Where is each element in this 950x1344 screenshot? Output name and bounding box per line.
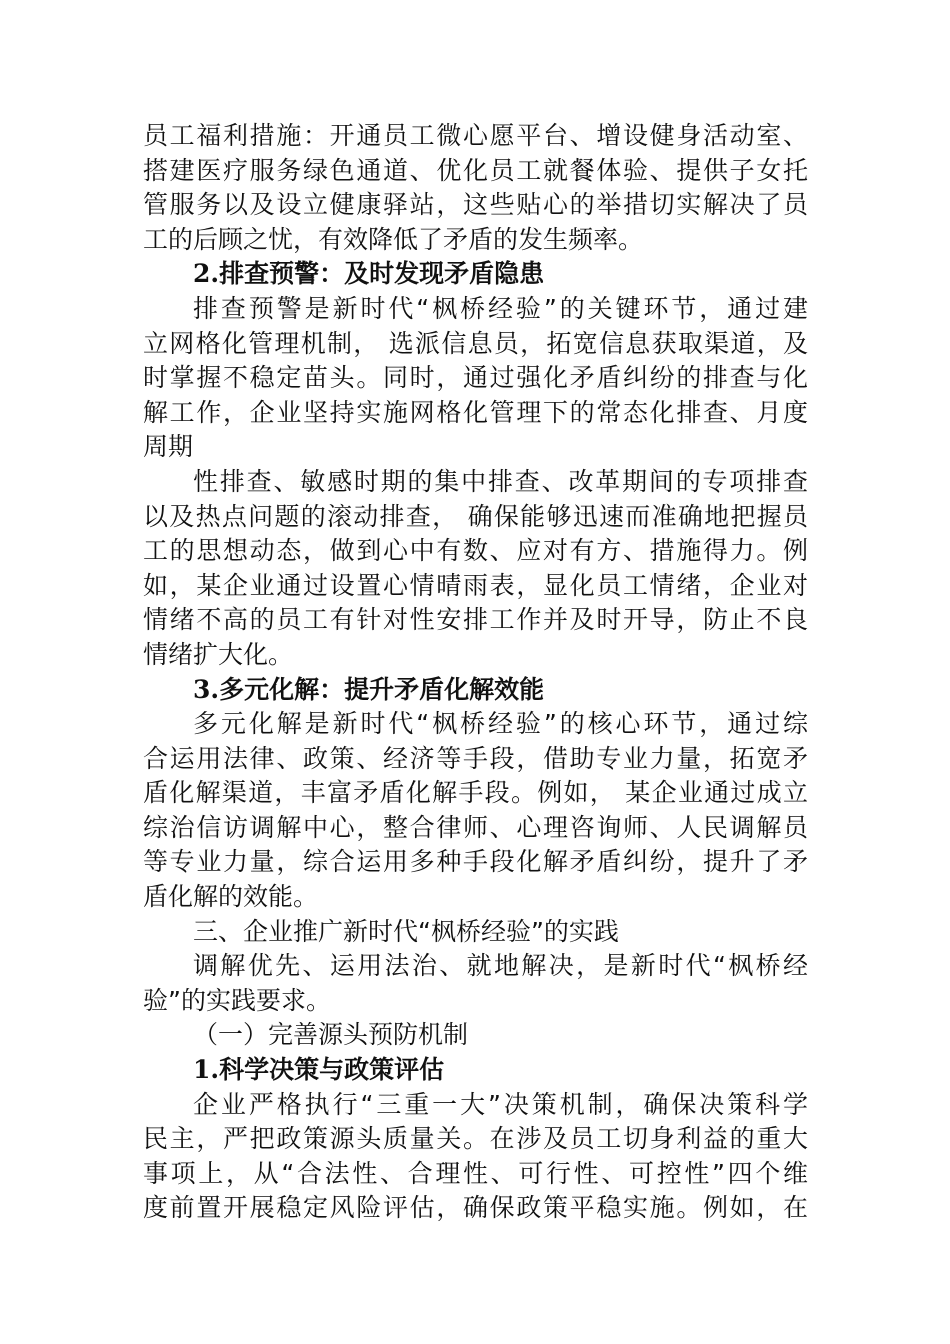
paragraph-line: 管服务以及设立健康驿站，这些贴心的举措切实解决了员 [143,190,808,220]
paragraph-line: 工的思想动态，做到心中有数、应对有方、措施得力。例 [143,536,808,566]
section-heading: 1.科学决策与政策评估 [193,1055,445,1085]
paragraph-line: 等专业力量，综合运用多种手段化解矛盾纠纷，提升了矛 [143,847,808,877]
paragraph-last-line: 验”的实践要求。 [143,985,331,1015]
paragraph-line: 盾化解渠道，丰富矛盾化解手段。例如， 某企业通过成立 [143,778,808,808]
section-title: （一）完善源头预防机制 [193,1020,469,1050]
paragraph-line: 时掌握不稳定苗头。同时，通过强化矛盾纠纷的排查与化 [143,363,808,393]
paragraph-first-line: 多元化解是新时代“枫桥经验”的核心环节，通过综 [193,709,808,739]
paragraph-line: 如，某企业通过设置心情晴雨表，显化员工情绪，企业对 [143,570,808,600]
paragraph-line: 事项上，从“合法性、合理性、可行性、可控性”四个维 [143,1158,808,1188]
paragraph-last-line: 工的后顾之忧，有效降低了矛盾的发生频率。 [143,224,644,254]
paragraph-line: 度前置开展稳定风险评估，确保政策平稳实施。例如，在 [143,1193,808,1223]
paragraph-first-line: 排查预警是新时代“枫桥经验”的关键环节，通过建 [193,293,808,323]
paragraph-first-line: 性排查、敏感时期的集中排查、改革期间的专项排查 [193,466,808,496]
paragraph-line: 合运用法律、政策、经济等手段，借助专业力量，拓宽矛 [143,743,808,773]
paragraph-line: 搭建医疗服务绿色通道、优化员工就餐体验、提供子女托 [143,155,808,185]
paragraph-line: 解工作，企业坚持实施网格化管理下的常态化排查、月度 [143,397,808,427]
paragraph-line: 情绪不高的员工有针对性安排工作并及时开导，防止不良 [143,605,808,635]
section-title: 三、企业推广新时代“枫桥经验”的实践 [193,916,619,946]
paragraph-line: 民主，严把政策源头质量关。在涉及员工切身利益的重大 [143,1124,808,1154]
section-heading: 2.排查预警：及时发现矛盾隐患 [193,259,545,289]
paragraph-first-line: 企业严格执行“三重一大”决策机制，确保决策科学 [193,1089,808,1119]
paragraph-line: 立网格化管理机制， 选派信息员，拓宽信息获取渠道，及 [143,328,808,358]
paragraph-line: 员工福利措施：开通员工微心愿平台、增设健身活动室、 [143,121,808,150]
paragraph-last-line: 情绪扩大化。 [143,639,294,669]
section-heading: 3.多元化解：提升矛盾化解效能 [193,674,545,704]
paragraph-line: 综治信访调解中心，整合律师、心理咨询师、人民调解员 [143,812,808,842]
paragraph-first-line: 调解优先、运用法治、就地解决，是新时代“枫桥经 [193,951,808,981]
document-body [143,119,808,1226]
paragraph-line: 以及热点问题的滚动排查， 确保能够迅速而准确地把握员 [143,501,808,531]
paragraph-last-line: 盾化解的效能。 [143,882,319,912]
paragraph-last-line: 周期 [143,432,194,462]
